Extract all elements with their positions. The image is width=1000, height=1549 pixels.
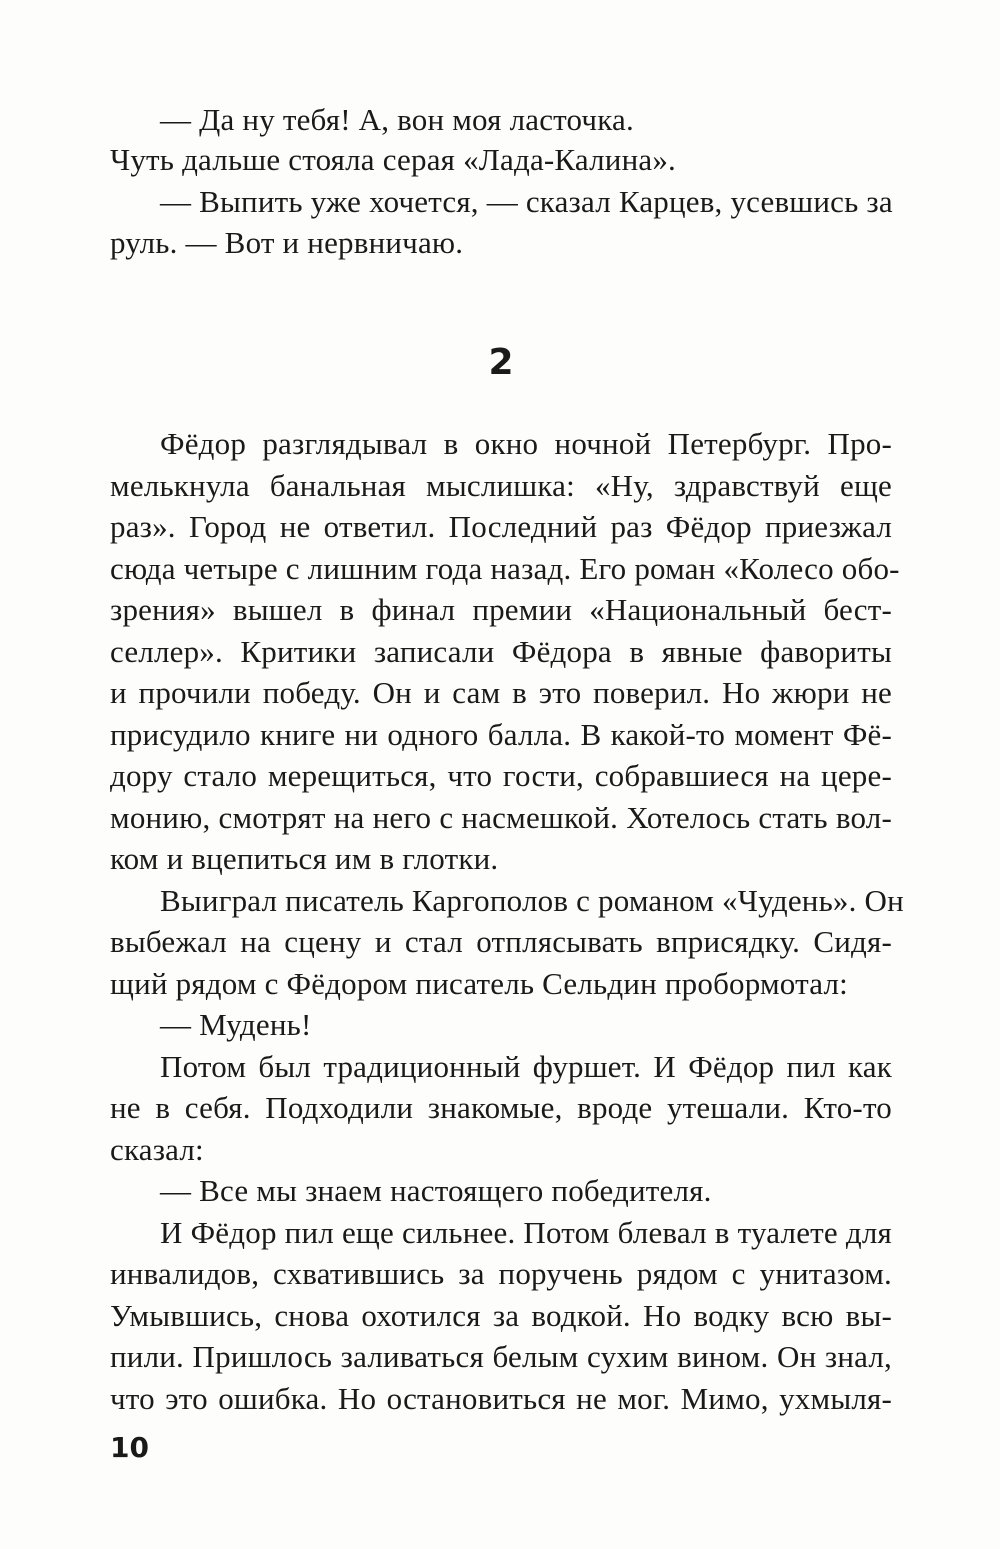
text-line: И Фёдор пил еще сильнее. Потом блевал в туалете для [160,1215,892,1250]
text-line: щий рядом с Фёдором писатель Сельдин пробормотал: [110,966,848,1001]
text-line: монию, смотрят на него с насмешкой. Хотелось стать вол- [110,800,892,835]
book-page [110,0,904,1549]
text-line: и прочили победу. Он и сам в это поверил. Но жюри не [110,675,892,710]
text-line: мелькнула банальная мыслишка: «Ну, здравствуй еще [110,468,892,503]
text-line: что это ошибка. Но остановиться не мог. Мимо, ухмыля- [110,1381,892,1416]
text-line: ком и вцепиться им в глотки. [110,841,499,876]
text-line: Фёдор разглядывал в окно ночной Петербург. Про- [160,426,892,461]
text-line: инвалидов, схватившись за поручень рядом с унитазом. [110,1256,892,1291]
text-line: — Выпить уже хочется, — сказал Карцев, усевшись за [160,184,893,219]
text-line: дору стало мерещиться, что гости, собравшиеся на цере- [110,758,892,793]
text-line: — Все мы знаем настоящего победителя. [160,1173,712,1208]
page-number: 10 [110,1431,149,1464]
text-line: руль. — Вот и нервничаю. [110,225,464,260]
text-line: сюда четыре с лишним года назад. Его роман «Колесо обо- [110,551,900,586]
text-line: выбежал на сцену и стал отплясывать вприсядку. Сидя- [110,924,892,959]
text-line: селлер». Критики записали Фёдора в явные фавориты [110,634,892,669]
text-line: не в себя. Подходили знакомые, вроде утешали. Кто-то [110,1090,892,1125]
text-line: пили. Пришлось заливаться белым сухим вином. Он знал, [110,1339,892,1374]
text-line: Умывшись, снова охотился за водкой. Но водку всю вы- [110,1298,892,1333]
text-line: раз». Город не ответил. Последний раз Фёдор приезжал [110,509,892,544]
chapter-number: 2 [488,342,514,383]
text-line: Выиграл писатель Каргополов с романом «Чудень». Он [160,883,904,918]
text-line: сказал: [110,1132,204,1167]
text-line: зрения» вышел в финал премии «Национальный бест- [110,592,892,627]
text-line: — Да ну тебя! А, вон моя ласточка. [160,102,634,137]
text-line: — Мудень! [160,1007,312,1042]
text-line: Потом был традиционный фуршет. И Фёдор пил как [160,1049,892,1084]
text-line: присудило книге ни одного балла. В какой-то момент Фё- [110,717,892,752]
text-line: Чуть дальше стояла серая «Лада-Калина». [110,142,676,177]
